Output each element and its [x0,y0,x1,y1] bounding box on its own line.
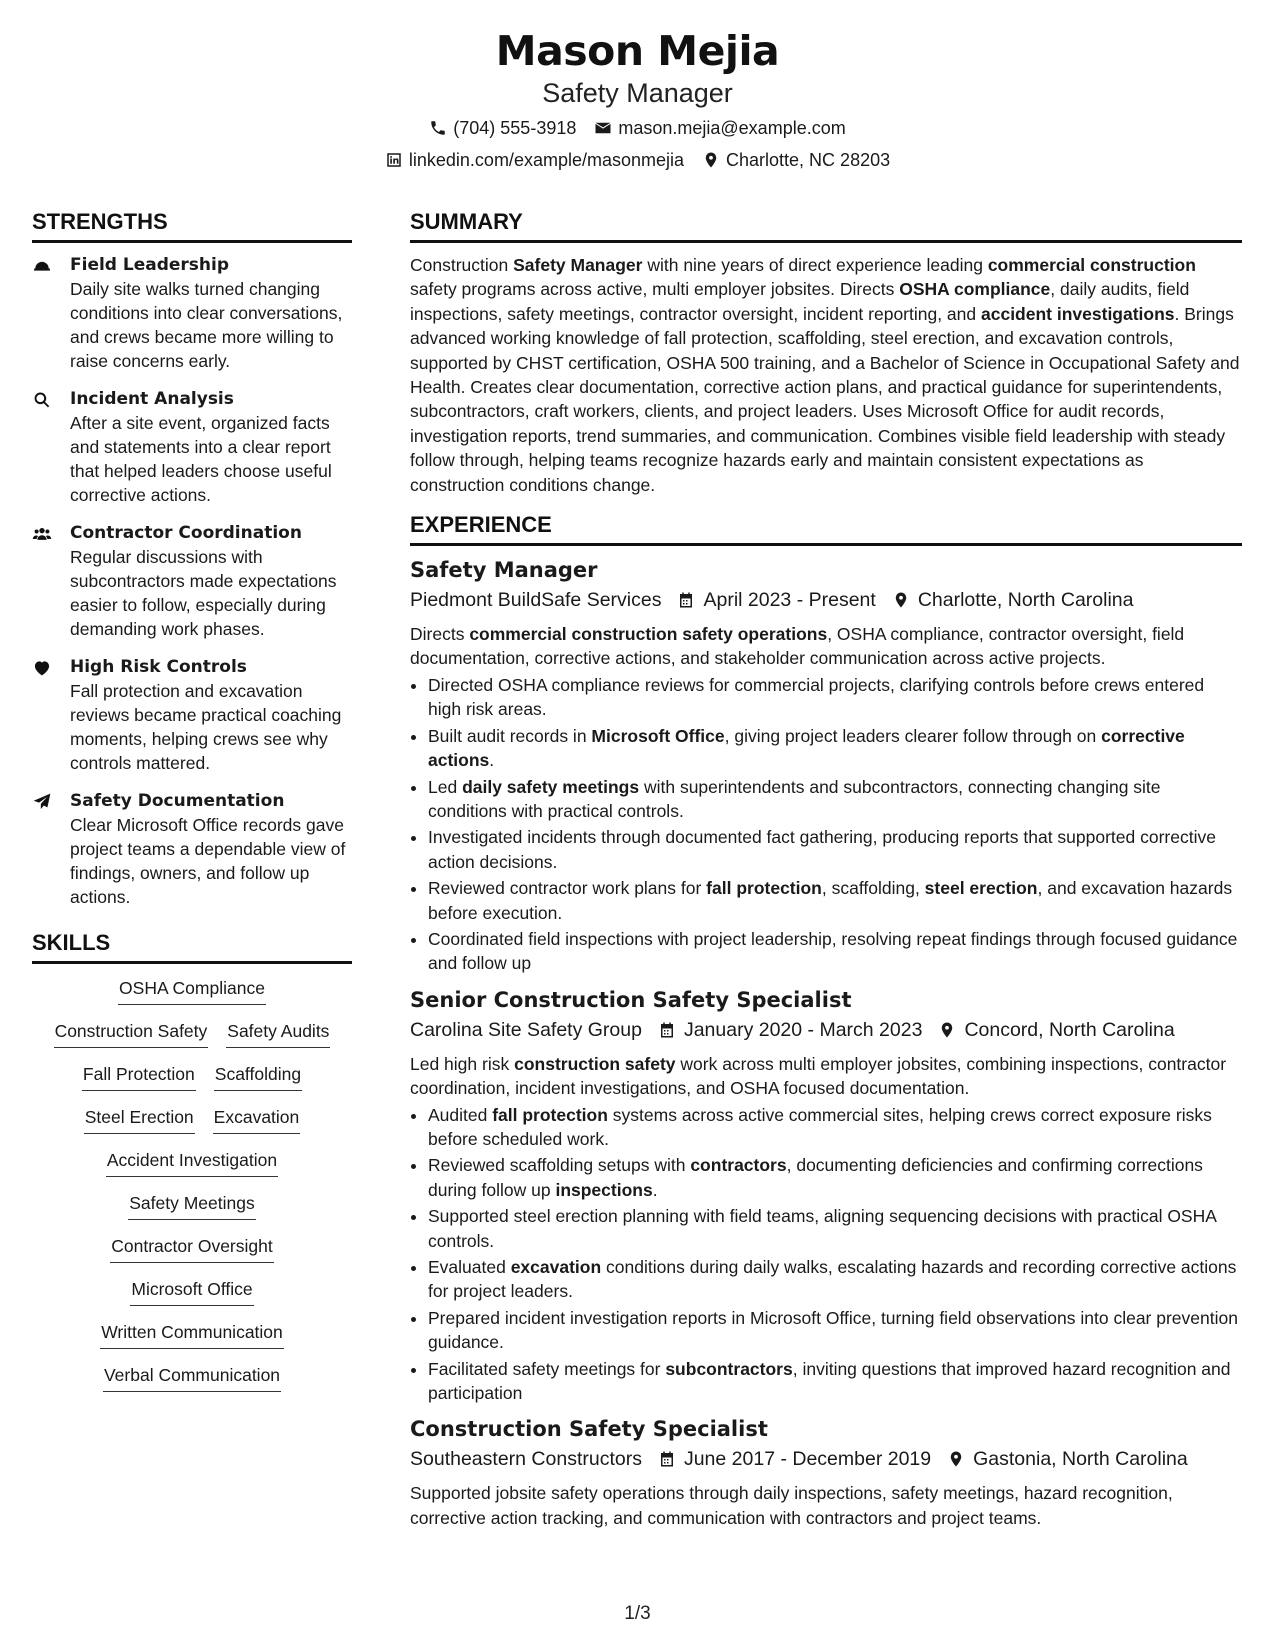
skill-tag: Microsoft Office [130,1277,253,1306]
strength-title: High Risk Controls [70,657,247,677]
strength-body [70,789,352,909]
candidate-title: Safety Manager [542,78,733,108]
job-meta [410,1445,1242,1473]
job-dates: June 2017 - December 2019 [683,1448,932,1471]
bold-keyword: subcontractors [665,1358,793,1379]
bold-keyword: construction safety [514,1053,676,1074]
search-icon [32,387,70,507]
summary-text: Construction Safety Manager with nine years of direct experience leading commercial construction safety programs across active, multi employer jobsites. Directs OSHA compliance, daily audits, field inspections, safety meetings, contractor oversight, incident reporting, and accident investigations. Brings advanced working knowledge of fall protection, scaffolding, steel erection, and excavation controls, supported by CHST certification, OSHA 500 training, and a Bachelor of Science in Occupational Safety and Health. Creates clear documentation, corrective action plans, and practical guidance for superintendents, subcontractors, craft workers, clients, and project leaders. Uses Microsoft Office for audit records, investigation reports, trend summaries, and communication. Combines visible field leadership with steady follow through, helping teams recognize hazards early and maintain consistent expectations as construction conditions change. [410,255,1240,495]
hard-hat-icon [32,253,70,373]
job-bullet: • Audited fall protection systems across active commercial sites, helping crews correct exposure risks before scheduled work. [428,1103,1242,1152]
job-bullet: • Coordinated field inspections with project leadership, resolving repeat findings through focused guidance and follow up [428,927,1242,976]
experience-section [410,511,1242,1530]
bold-keyword: contractors [690,1155,787,1176]
bold-keyword: Microsoft Office [591,725,725,746]
skill-tag: Verbal Communication [103,1363,281,1392]
job-company: Piedmont BuildSafe Services [410,589,662,612]
phone-icon [429,119,447,137]
bold-keyword: fall protection [492,1104,608,1125]
right-column [410,208,1242,1530]
job-bullet: • Supported steel erection planning with field teams, aligning sequencing decisions with practical OSHA controls. [428,1204,1242,1253]
skill-tag: Contractor Oversight [110,1234,273,1263]
skill-tag: Accident Investigation [106,1148,278,1177]
phone-text: (704) 555-3918 [453,118,577,138]
skills-row [32,1191,352,1220]
map-pin-icon [702,151,720,169]
job-title: Construction Safety Specialist [410,1417,768,1442]
skill-tag: Safety Audits [226,1019,330,1048]
bold-keyword: daily safety meetings [462,776,640,797]
strength-body [70,387,352,507]
job-dates: January 2020 - March 2023 [683,1018,923,1041]
skills-row [32,1019,352,1048]
job-meta [410,586,1242,614]
envelope-icon [594,119,612,137]
job-bullet: • Directed OSHA compliance reviews for commercial projects, clarifying controls before crews entered high risk areas. [428,673,1242,722]
skills-list [32,976,352,1392]
map-pin-icon [938,1021,956,1039]
location-item [702,148,890,172]
strength-title: Incident Analysis [70,389,234,409]
job-title: Safety Manager [410,558,598,583]
skills-row [32,976,352,1005]
strength-item [32,521,352,641]
bold-keyword: commercial construction safety operations [469,624,828,645]
skill-tag: Safety Meetings [128,1191,255,1220]
job-bullets [410,1103,1242,1406]
bold-keyword: commercial construction [987,255,1196,275]
linkedin-text[interactable]: linkedin.com/example/masonmejia [408,150,685,170]
paper-plane-icon [32,789,70,909]
bold-keyword: inspections [555,1179,653,1200]
resume-header [0,26,1275,172]
skill-tag: Fall Protection [82,1062,196,1091]
skill-tag: Construction Safety [54,1019,209,1048]
bold-keyword: Safety Manager [513,255,643,275]
job-entry [410,556,1242,976]
calendar-icon [658,1021,676,1039]
strength-description: Daily site walks turned changing conditions into clear conversations, and crews became more willing to raise concerns early. [70,279,343,371]
job-dates: April 2023 - Present [703,589,876,612]
email-item[interactable] [594,116,845,140]
job-company: Carolina Site Safety Group [410,1018,642,1041]
bold-keyword: excavation [510,1257,602,1277]
strength-item [32,387,352,507]
job-title: Senior Construction Safety Specialist [410,987,852,1012]
strength-item [32,253,352,373]
heart-icon [32,655,70,775]
strength-item [32,789,352,909]
calendar-icon [658,1450,676,1468]
job-description: Led high risk construction safety work across multi employer jobsites, combining inspections, contractor coordination, incident investigations, and OSHA focused documentation. [410,1053,1227,1099]
experience-heading: EXPERIENCE [410,511,1242,546]
skills-row [32,1277,352,1306]
strength-description: Fall protection and excavation reviews became practical coaching moments, helping crews see why controls mattered. [70,681,342,773]
skills-row [32,1105,352,1134]
skills-row [32,1320,352,1349]
job-bullet: • Investigated incidents through documented fact gathering, producing reports that supported corrective action decisions. [428,825,1242,874]
bold-keyword: fall protection [706,878,822,899]
job-company: Southeastern Constructors [410,1448,642,1471]
job-location: Gastonia, North Carolina [973,1448,1188,1471]
strength-item [32,655,352,775]
job-bullet: • Evaluated excavation conditions during daily walks, escalating hazards and recording corrective actions for project leaders. [428,1255,1242,1304]
map-pin-icon [947,1450,965,1468]
job-location: Concord, North Carolina [964,1018,1175,1041]
bold-keyword: corrective actions [428,725,1185,771]
strength-body [70,521,352,641]
job-entry [410,986,1242,1406]
strengths-list [32,253,352,909]
contact-row-1 [0,116,1275,140]
job-bullet: • Prepared incident investigation reports in Microsoft Office, turning field observations into clear prevention guidance. [428,1306,1242,1355]
strength-description: After a site event, organized facts and statements into a clear report that helped leaders choose useful corrective actions. [70,413,332,505]
job-bullet: • Reviewed contractor work plans for fall protection, scaffolding, steel erection, and excavation hazards before execution. [428,876,1242,925]
job-bullets [410,673,1242,976]
skills-row [32,1148,352,1177]
job-description: Supported jobsite safety operations through daily inspections, safety meetings, hazard recognition, corrective action tracking, and communication with contractors and project teams. [410,1483,1173,1528]
calendar-icon [677,591,695,609]
candidate-name: Mason Mejia [495,27,780,75]
job-meta [410,1016,1242,1044]
strengths-heading: STRENGTHS [32,208,352,243]
bold-keyword: accident investigations [981,303,1175,324]
skill-tag: Steel Erection [84,1105,195,1134]
job-location: Charlotte, North Carolina [917,589,1134,612]
strength-title: Field Leadership [70,255,230,275]
job-bullet: • Reviewed scaffolding setups with contractors, documenting deficiencies and confirming corrections during follow up inspections. [428,1153,1242,1202]
job-bullet: • Led daily safety meetings with superintendents and subcontractors, connecting changing site conditions with practical controls. [428,775,1242,824]
skill-tag: Written Communication [100,1320,284,1349]
skills-row [32,1234,352,1263]
strength-description: Regular discussions with subcontractors made expectations easier to follow, especially during demanding work phases. [70,547,337,639]
strength-body [70,253,352,373]
users-icon [32,521,70,641]
location-text: Charlotte, NC 28203 [726,150,891,170]
job-description: Directs commercial construction safety operations, OSHA compliance, contractor oversight, field documentation, corrective actions, and stakeholder communication across active projects. [410,624,1185,669]
linkedin-item[interactable] [385,148,684,172]
strength-title: Safety Documentation [70,791,285,811]
job-bullet: • Facilitated safety meetings for subcontractors, inviting questions that improved hazard recognition and participation [428,1357,1242,1406]
email-text[interactable]: mason.mejia@example.com [618,118,846,138]
skill-tag: OSHA Compliance [118,976,266,1005]
job-bullet: • Built audit records in Microsoft Office, giving project leaders clearer follow through on corrective actions. [428,724,1242,773]
skills-row [32,1363,352,1392]
skills-heading: SKILLS [32,929,352,964]
skill-tag: Scaffolding [214,1062,302,1091]
skills-row [32,1062,352,1091]
phone-item [429,116,576,140]
summary-heading: SUMMARY [410,208,1242,243]
jobs-list [410,556,1242,1530]
linkedin-icon [385,151,403,169]
strength-body [70,655,352,775]
page-number: 1/3 [624,1603,651,1624]
strength-title: Contractor Coordination [70,523,302,543]
map-pin-icon [892,591,910,609]
skill-tag: Excavation [213,1105,301,1134]
left-column [32,208,352,1392]
skills-section [32,929,352,1392]
bold-keyword: steel erection [924,878,1038,899]
contact-row-2 [0,148,1275,172]
bold-keyword: OSHA compliance [899,279,1051,300]
job-entry [410,1415,1242,1530]
strength-description: Clear Microsoft Office records gave project teams a dependable view of findings, owners, and follow up actions. [70,815,346,907]
